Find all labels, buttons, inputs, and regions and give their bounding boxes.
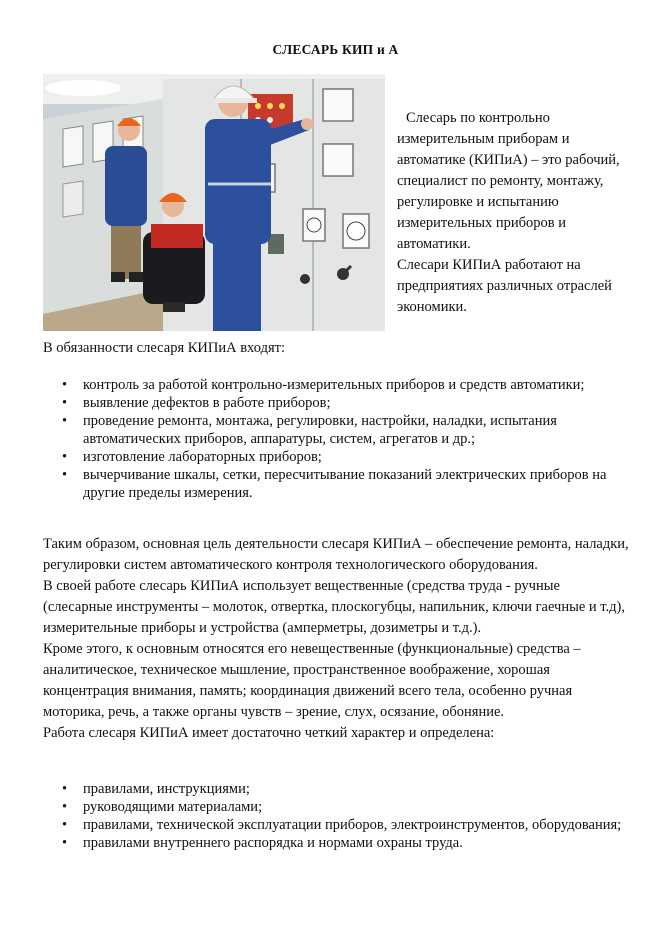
bullet-icon: • [62,817,68,833]
duties-heading-block [43,338,633,359]
document-title: СЛЕСАРЬ КИП и А [272,42,399,57]
list-item [43,780,633,798]
list-item [43,394,633,412]
duties-list [43,376,633,502]
bullet-icon: • [62,449,68,465]
list-item-text: изготовление лабораторных приборов; [83,449,322,465]
list-item-text: правилами, технической эксплуатации приборов, электроинструментов, оборудования; [83,817,622,833]
duties-heading: В обязанности слесаря КИПиА входят: [43,340,286,356]
bullet-icon: • [62,799,68,815]
list-item-text: контроль за работой контрольно-измерительных приборов и средств автоматики; [83,377,585,393]
list-item-text: руководящими материалами; [83,799,263,815]
photo-workers-at-panel [43,74,385,331]
bullet-icon: • [62,835,68,851]
list-item-text: правилами внутреннего распорядка и нормами охраны труда. [83,835,463,851]
intro-text [397,108,637,318]
list-item-text: выявление дефектов в работе приборов; [83,395,331,411]
list-item-text: вычерчивание шкалы, сетки, пересчитывание показаний электрических приборов на другие пределы измерения. [83,467,607,501]
bullet-icon: • [62,413,68,429]
intro-paragraph: Слесари КИПиА работают на предприятиях различных отраслей экономики. [397,257,612,315]
body-text [43,534,633,744]
list-item [43,834,633,852]
bullet-icon: • [62,377,68,393]
list-item [43,448,633,466]
rules-list [43,780,633,852]
bullet-icon: • [62,781,68,797]
body-paragraph: В своей работе слесарь КИПиА использует вещественные (средства труда - ручные (слесарные инструменты – молоток, отвертка, плоскогубцы, напильник, ключи гаечные и т.д), измерительные приборы и устройства (амперметры, дозиметры и т.д.). [43,578,625,636]
list-item [43,798,633,816]
list-item [43,412,633,448]
list-item [43,466,633,502]
bullet-icon: • [62,395,68,411]
intro-paragraph: Слесарь по контрольно измерительным приборам и автоматике (КИПиА) – это рабочий, специалист по ремонту, монтажу, регулировке и испытанию измерительных приборов и автоматики. [397,110,620,252]
bullet-icon: • [62,467,68,483]
body-paragraph: Кроме этого, к основным относятся его невещественные (функциональные) средства – аналитическое, техническое мышление, пространственное воображение, хорошая концентрация внимания, память; координация движений всего тела, особенно ручная моторика, речь, а также органы чувств – зрение, слух, осязание, обоняние. [43,641,581,720]
workers-at-control-panel-icon [43,74,385,331]
body-paragraph: Таким образом, основная цель деятельности слесаря КИПиА – обеспечение ремонта, наладки, регулировки систем автоматического контроля технологического оборудования. [43,536,629,573]
list-item [43,376,633,394]
body-paragraph: Работа слесаря КИПиА имеет достаточно четкий характер и определена: [43,725,495,741]
list-item-text: проведение ремонта, монтажа, регулировки, настройки, наладки, испытания автоматических приборов, аппаратуры, систем, агрегатов и др.; [83,413,557,447]
list-item [43,816,633,834]
list-item-text: правилами, инструкциями; [83,781,250,797]
